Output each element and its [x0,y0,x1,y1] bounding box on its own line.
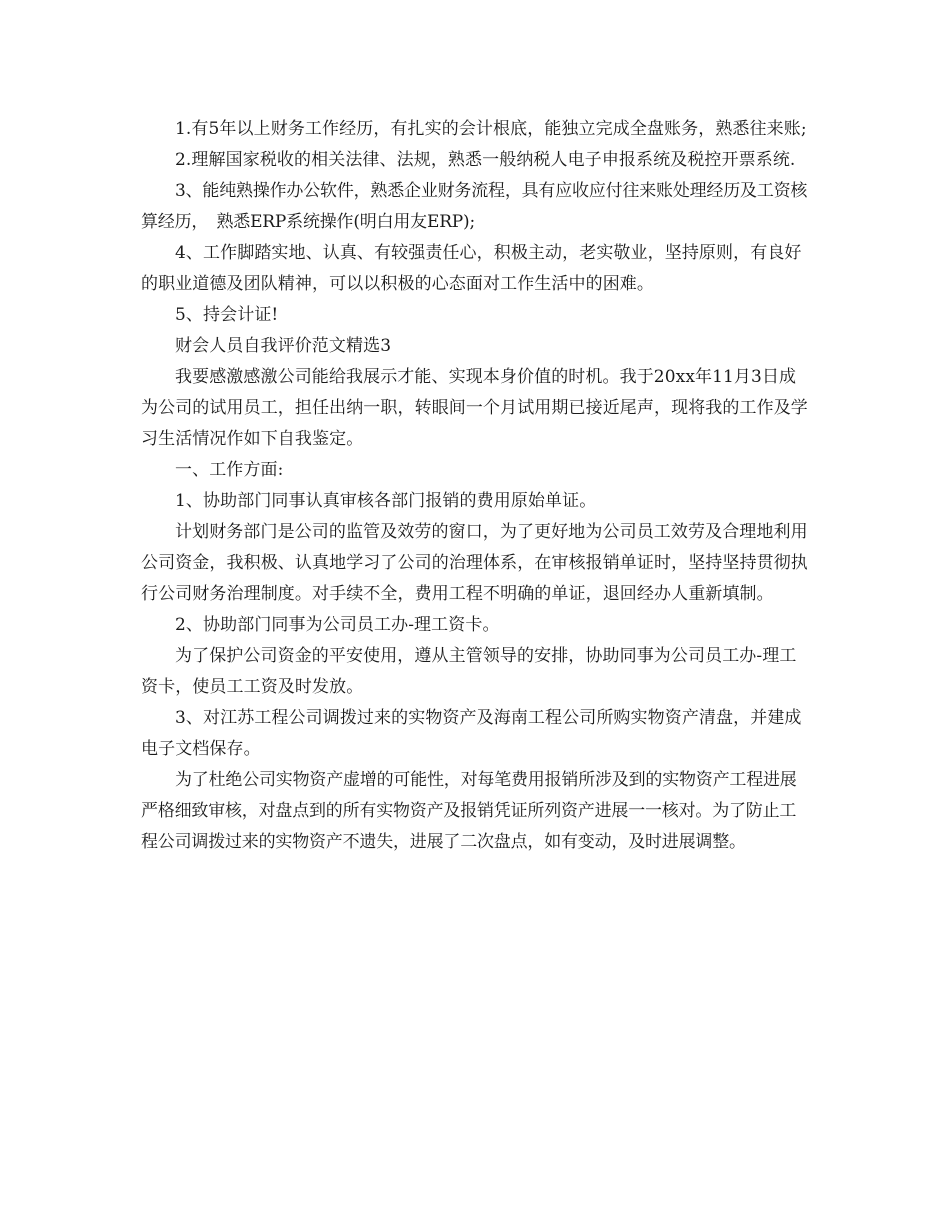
task-2-heading: 2、协助部门同事为公司员工办-理工资卡。 [175,615,500,635]
section-heading: 财会人员自我评价范文精选3 [175,336,392,356]
task-1-heading: 1、协助部门同事认真审核各部门报销的费用原始单证。 [175,491,597,511]
requirement-1-paragraph: 1.有5年以上财务工作经历，有扎实的会计根底，能独立完成全盘账务，熟悉往来账; [175,119,807,139]
task-3-body: 为了杜绝公司实物资产虚增的可能性，对每笔费用报销所涉及到的实物资产工程进展严格细致审核，对盘点到的所有实物资产及报销凭证所列资产进展一一核对。为了防止工程公司调拨过来的实物资产不遗失，进展了二次盘点，如有变动，及时进展调整。 [141,770,797,852]
requirement-4-paragraph: 4、工作脚踏实地、认真、有较强责任心，积极主动，老实敬业，坚持原则，有良好的职业道德及团队精神，可以以积极的心态面对工作生活中的困难。 [141,243,802,294]
intro-paragraph: 我要感激感激公司能给我展示才能、实现本身价值的时机。我于20xx年11月3日成为公司的试用员工，担任出纳一职，转眼间一个月试用期已接近尾声，现将我的工作及学习生活情况作如下自我鉴定。 [141,367,808,449]
requirement-2-paragraph: 2.理解国家税收的相关法律、法规，熟悉一般纳税人电子申报系统及税控开票系统. [175,150,796,170]
requirement-5-paragraph: 5、持会计证! [175,305,279,325]
work-aspect-heading: 一、工作方面: [175,460,284,480]
document-body [141,114,809,858]
task-2-body: 为了保护公司资金的平安使用，遵从主管领导的安排，协助同事为公司员工办-理工资卡，使员工工资及时发放。 [141,646,797,697]
requirement-3-paragraph: 3、能纯熟操作办公软件，熟悉企业财务流程，具有应收应付往来账处理经历及工资核算经历， 熟悉ERP系统操作(明白用友ERP); [141,181,808,232]
task-1-body: 计划财务部门是公司的监管及效劳的窗口，为了更好地为公司员工效劳及合理地利用公司资金，我积极、认真地学习了公司的治理体系，在审核报销单证时，坚持坚持贯彻执行公司财务治理制度。对手续不全，费用工程不明确的单证，退回经办人重新填制。 [141,522,808,604]
task-3-heading: 3、对江苏工程公司调拨过来的实物资产及海南工程公司所购实物资产清盘，并建成电子文档保存。 [141,708,802,759]
